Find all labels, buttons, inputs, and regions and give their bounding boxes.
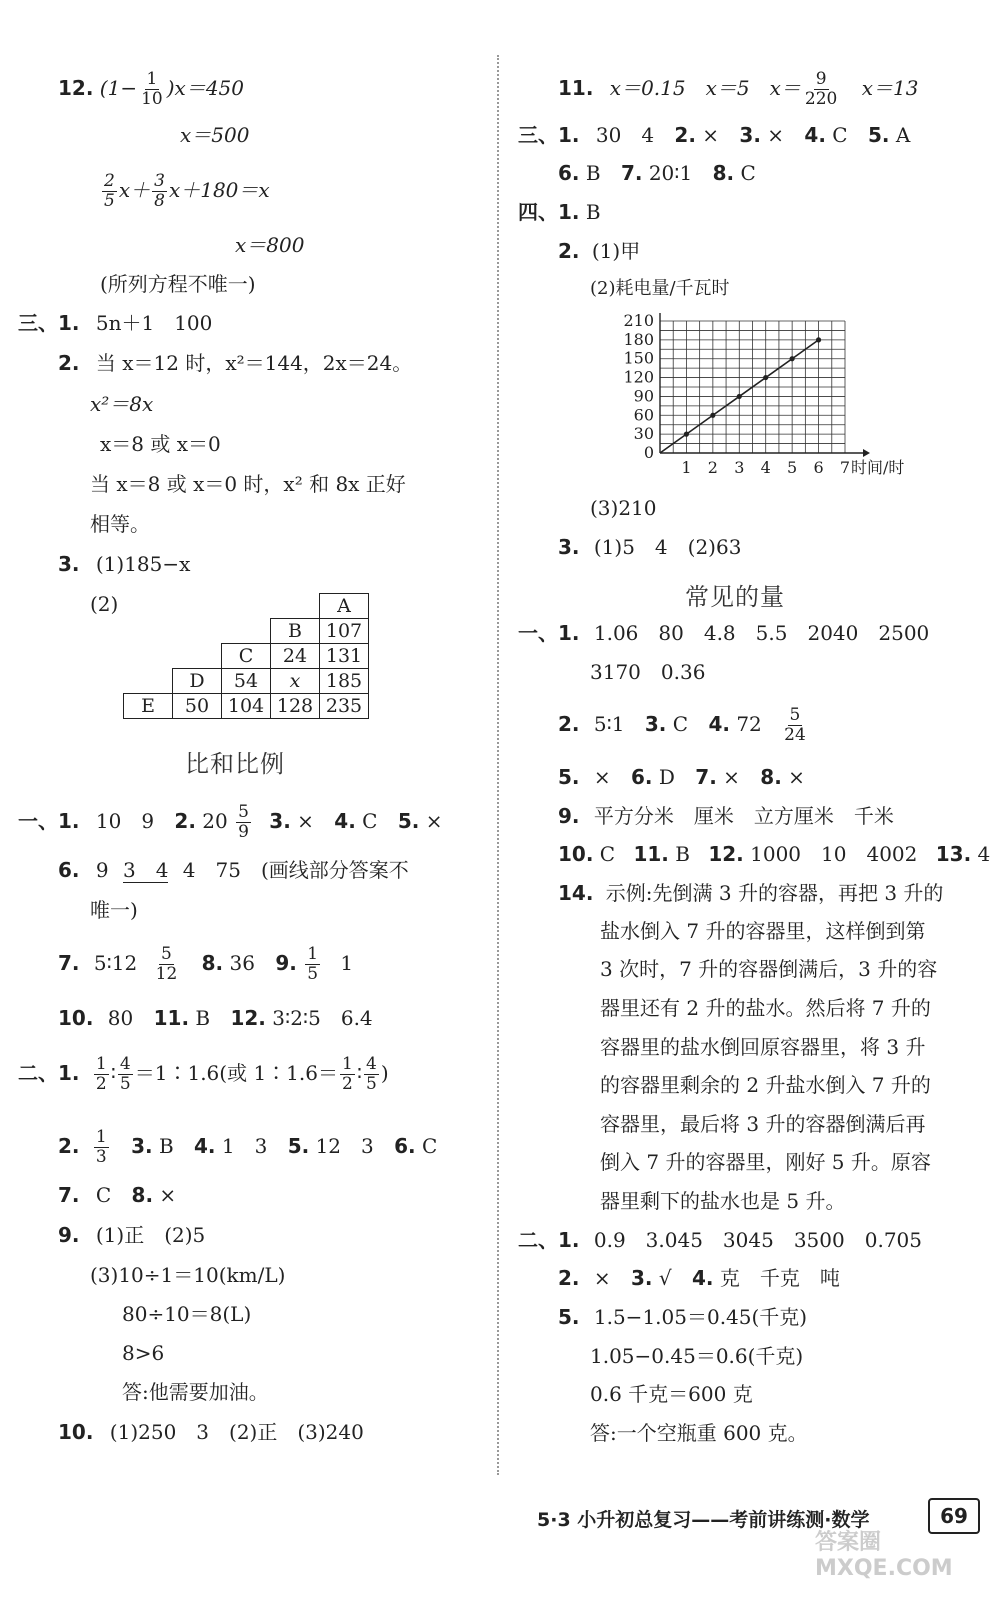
- q12-label: 12.: [58, 76, 94, 100]
- footer-text: 5·3 小升初总复习——考前讲练测·数学: [537, 1509, 870, 1531]
- s3-q3-line2: (2): [90, 592, 119, 616]
- s3-q2-line4: 当 x＝8 或 x＝0 时，x² 和 8x 正好: [90, 472, 406, 496]
- answer: ×: [702, 123, 720, 147]
- numerator: 9: [815, 69, 827, 89]
- numerator: 1: [95, 1127, 107, 1147]
- d-row1: [518, 1228, 922, 1252]
- c-row14-l1: [558, 881, 943, 905]
- q-label: 5.: [558, 765, 580, 789]
- answer: C: [599, 842, 616, 866]
- answer: ×: [297, 809, 314, 833]
- ratio2-row9d: 8>6: [122, 1341, 165, 1365]
- answer: 5n＋1 100: [95, 311, 213, 335]
- ratio2-row9b: (3)10÷1＝10(km/L): [90, 1263, 286, 1287]
- fraction: [154, 945, 180, 984]
- c-row14-l7: 容器里，最后将 3 升的容器倒满后再: [600, 1112, 926, 1136]
- answer: B: [195, 1006, 211, 1030]
- fraction: [803, 70, 839, 109]
- r-s3-row2: [558, 161, 756, 185]
- fraction: [94, 1055, 109, 1094]
- denominator: 9: [238, 822, 249, 842]
- q-label: 2.: [58, 1134, 80, 1158]
- answer: C: [421, 1134, 438, 1158]
- denominator: 3: [95, 1147, 107, 1167]
- x-tick-label: 5: [787, 458, 798, 477]
- ratio-row1: [18, 803, 442, 842]
- q-label: 10.: [58, 1420, 94, 1444]
- ratio2-row10: [58, 1420, 364, 1444]
- answer: 3∶2∶5 6.4: [272, 1006, 373, 1030]
- q-label: 5.: [397, 809, 420, 833]
- q-label: 7.: [58, 951, 80, 975]
- answer: 1: [340, 951, 354, 975]
- section-title-quantities: 常见的量: [685, 583, 785, 611]
- answer: B: [675, 842, 690, 866]
- watermark-logo: 答案圈 MXQE.COM: [815, 1530, 953, 1581]
- q-label: 11.: [633, 842, 669, 866]
- q-label: 2.: [58, 351, 80, 375]
- underlined-answer: 3 4: [122, 858, 169, 882]
- pyramid-cell: D: [173, 669, 222, 694]
- text: ＝1∶1.6(或 1∶1.6＝: [134, 1061, 338, 1085]
- q-label: 3.: [631, 1266, 653, 1290]
- q12-line1: [58, 70, 244, 109]
- x-tick-label: 3: [734, 458, 745, 477]
- numerator: 1: [307, 944, 319, 964]
- q-label: 2.: [174, 809, 196, 833]
- ratio-row6b: 唯一): [90, 898, 138, 922]
- q-label: 2.: [558, 712, 580, 736]
- answer: 80: [107, 1006, 134, 1030]
- fraction: [94, 1128, 109, 1167]
- pyramid-row: [124, 594, 369, 619]
- ratio-row10: [58, 1006, 373, 1030]
- fraction: [364, 1055, 379, 1094]
- answer: C: [95, 1183, 112, 1207]
- s3-q2-line5: 相等。: [90, 512, 150, 536]
- q12-line3: [100, 172, 270, 211]
- q-label: 5.: [287, 1134, 310, 1158]
- pyramid-row: [124, 644, 369, 669]
- denominator: 5: [104, 191, 115, 211]
- q-label: 7.: [620, 161, 643, 185]
- q-label: 3.: [58, 552, 80, 576]
- numerator: 1: [341, 1054, 353, 1074]
- q-label: 8.: [760, 765, 782, 789]
- q-label: 6.: [631, 765, 653, 789]
- c-row14-l4: 器里还有 2 升的盐水。然后将 7 升的: [600, 996, 931, 1020]
- numerator: 1: [146, 69, 158, 89]
- ratio2-row1: [18, 1055, 389, 1094]
- x-tick-label: 1: [681, 458, 692, 477]
- q12-text-b: )x＝450: [166, 76, 244, 100]
- q-label: 3.: [739, 123, 761, 147]
- y-tick-label: 180: [623, 329, 654, 349]
- fraction: [118, 1055, 133, 1094]
- q-label: 6.: [394, 1134, 416, 1158]
- answer: (1)185−x: [95, 552, 191, 576]
- q-label: 13.: [935, 842, 972, 866]
- q-label: 5.: [558, 1305, 580, 1329]
- c-row14-l6: 的容器里剩余的 2 升盐水倒入 7 升的: [600, 1073, 931, 1097]
- answer: 4: [977, 842, 991, 866]
- q-label: 3.: [644, 712, 667, 736]
- q12-note: (所列方程不唯一): [100, 272, 256, 296]
- y-tick-label: 0: [643, 443, 654, 462]
- colon: ∶: [110, 1061, 116, 1085]
- section-label: 一、1.: [518, 621, 580, 645]
- q12-line4: x＝800: [235, 233, 305, 257]
- answer: 30 4: [595, 123, 655, 147]
- answer: 1000 10 4002: [750, 842, 918, 866]
- column-divider: [497, 55, 499, 1475]
- section-label: 四、1.: [518, 200, 580, 224]
- fraction: [782, 706, 808, 745]
- answer: 9: [95, 858, 109, 882]
- pyramid-cell: 235: [320, 694, 369, 719]
- section-label: 二、1.: [18, 1061, 80, 1085]
- chart-ylabel: (2)耗电量/千瓦时: [590, 278, 730, 299]
- y-tick-label: 60: [633, 405, 654, 425]
- q-label: 8.: [131, 1183, 154, 1207]
- fraction: [102, 172, 117, 211]
- s3-q1: [18, 311, 212, 335]
- section-label: 一、1.: [18, 809, 80, 833]
- answer: 1 3: [221, 1134, 268, 1158]
- x-tick-label: 2: [707, 458, 718, 477]
- c-row14-l3: 3 次时，7 升的容器倒满后，3 升的容: [600, 957, 938, 981]
- q-label: 2.: [558, 239, 580, 263]
- answer: 1.5−1.05＝0.45(千克): [593, 1305, 808, 1329]
- pyramid-cell: 50: [173, 694, 222, 719]
- c-row1b: 3170 0.36: [590, 660, 706, 684]
- y-tick-label: 150: [623, 348, 654, 368]
- ratio2-row2: [58, 1128, 437, 1167]
- section-label: 三、1.: [518, 123, 580, 147]
- text: ): [380, 1061, 389, 1085]
- data-point: [684, 432, 689, 437]
- r-s4-row2c: (3)210: [590, 496, 657, 520]
- q-label: 11.: [558, 76, 594, 100]
- answer: 0.9 3.045 3045 3500 0.705: [593, 1228, 922, 1252]
- answer: ×: [425, 809, 443, 833]
- answer: ×: [159, 1183, 177, 1207]
- answer: 72: [736, 712, 762, 736]
- q-label: 5.: [867, 123, 890, 147]
- q-label: 3.: [269, 809, 291, 833]
- numerator: 3: [154, 171, 165, 191]
- answer: ×: [723, 765, 740, 789]
- pyramid-cell: E: [124, 694, 173, 719]
- denominator: 8: [154, 191, 165, 211]
- answer: 20: [202, 809, 228, 833]
- numerator: 5: [238, 802, 249, 822]
- fraction: [139, 70, 165, 109]
- q-label: 14.: [558, 881, 594, 905]
- answer: C: [832, 123, 848, 147]
- denominator: 5: [119, 1074, 131, 1094]
- y-tick-label: 210: [623, 311, 654, 330]
- c-row2: [558, 706, 810, 745]
- pyramid-row: [124, 619, 369, 644]
- answer: 示例:先倒满 3 升的容器，再把 3 升的: [605, 881, 944, 905]
- answer: (1)正 (2)5: [95, 1223, 206, 1247]
- pyramid-cell: x: [271, 669, 320, 694]
- c-row14-l9: 器里剩下的盐水也是 5 升。: [600, 1189, 846, 1213]
- answer: √: [658, 1266, 672, 1290]
- denominator: 5: [366, 1074, 377, 1094]
- r-s4-row1: [518, 200, 601, 224]
- y-tick-label: 120: [623, 367, 654, 387]
- answer: (1)甲: [591, 239, 641, 263]
- pyramid-cell: A: [320, 594, 369, 619]
- s3-q2-line1: [58, 351, 412, 375]
- answer: 1.06 80 4.8 5.5 2040 2500: [593, 621, 930, 645]
- q-label: 4.: [194, 1134, 216, 1158]
- q-label: 12.: [708, 842, 744, 866]
- c-row10: [558, 842, 990, 866]
- d-row5d: 答:一个空瓶重 600 克。: [590, 1421, 808, 1445]
- answer: x＝13: [861, 76, 919, 100]
- r-s4-row3: [558, 535, 741, 559]
- answer: 20∶1: [648, 161, 693, 185]
- section-label: 三、1.: [18, 311, 80, 335]
- q-label: 8.: [201, 951, 224, 975]
- answer: x＝0.15 x＝5 x＝: [609, 76, 801, 100]
- page-number: 69: [928, 1498, 980, 1534]
- answer: 当 x＝12 时，x²＝144，2x＝24。: [95, 351, 413, 375]
- q-label: 9.: [275, 951, 297, 975]
- pyramid-cell: 24: [271, 644, 320, 669]
- ratio2-row9e: 答:他需要加油。: [122, 1380, 269, 1404]
- q-label: 6.: [58, 858, 80, 882]
- fraction: [340, 1055, 355, 1094]
- answer: C: [740, 161, 756, 185]
- power-consumption-chart: [600, 305, 940, 480]
- pyramid-cell: C: [222, 644, 271, 669]
- y-tick-label: 30: [633, 424, 654, 444]
- fraction: [152, 172, 167, 211]
- data-point: [816, 337, 821, 342]
- pyramid-row: [124, 694, 369, 719]
- ratio2-row7: [58, 1183, 176, 1207]
- fraction: [236, 803, 251, 842]
- x-axis-arrow: [863, 449, 870, 457]
- q-label: 10.: [558, 842, 594, 866]
- denominator: 2: [341, 1074, 353, 1094]
- numerator: 4: [366, 1054, 377, 1074]
- text: x＋180＝x: [168, 178, 270, 202]
- c-row14-l5: 容器里的盐水倒回原容器里，将 3 升: [600, 1035, 926, 1059]
- r-s3-row1: [518, 123, 910, 147]
- d-row5c: 0.6 千克＝600 克: [590, 1382, 753, 1406]
- q12-text-a: (1−: [99, 76, 138, 100]
- answer: (1)5 4 (2)63: [593, 535, 742, 559]
- data-point: [710, 413, 715, 418]
- q-label: 11.: [153, 1006, 190, 1030]
- d-row5: [558, 1305, 807, 1329]
- c-row1: [518, 621, 929, 645]
- number-pyramid: [123, 593, 369, 719]
- denominator: 10: [141, 89, 163, 109]
- q11: [558, 70, 918, 109]
- x-axis-title: 时间/时: [851, 458, 905, 477]
- answer: 4 75 (画线部分答案不: [182, 858, 409, 882]
- q-label: 9.: [58, 1223, 80, 1247]
- q-label: 10.: [58, 1006, 94, 1030]
- colon: ∶: [356, 1061, 363, 1085]
- q-label: 3.: [558, 535, 580, 559]
- pyramid-cell: 131: [320, 644, 369, 669]
- q-label: 9.: [558, 804, 580, 828]
- q-label: 2.: [558, 1266, 580, 1290]
- y-tick-label: 90: [633, 386, 654, 406]
- section-label: 二、1.: [518, 1228, 580, 1252]
- d-row2: [558, 1266, 840, 1290]
- section-title-ratio: 比和比例: [185, 750, 285, 778]
- answer: ×: [593, 765, 611, 789]
- c-row14-l2: 盐水倒入 7 升的容器里，这样倒到第: [600, 919, 926, 943]
- answer: 平方分米 厘米 立方厘米 千米: [593, 804, 894, 828]
- pyramid-cell: 128: [271, 694, 320, 719]
- denominator: 2: [95, 1074, 107, 1094]
- q-label: 4.: [804, 123, 826, 147]
- c-row9: [558, 804, 894, 828]
- c-row14-l8: 倒入 7 升的容器里，刚好 5 升。原容: [600, 1150, 931, 1174]
- ratio-row6: [58, 858, 409, 882]
- data-point: [790, 356, 795, 361]
- denominator: 5: [307, 964, 319, 984]
- pyramid-cell: 54: [222, 669, 271, 694]
- ratio2-row9: [58, 1223, 205, 1247]
- ratio2-row9c: 80÷10＝8(L): [122, 1302, 252, 1326]
- x-tick-label: 7: [839, 458, 851, 477]
- q-label: 4.: [691, 1266, 714, 1290]
- answer: B: [585, 200, 601, 224]
- answer: 10 9: [95, 809, 155, 833]
- numerator: 2: [104, 171, 115, 191]
- answer: C: [362, 809, 378, 833]
- answer: 5∶12: [93, 951, 138, 975]
- numerator: 1: [95, 1054, 107, 1074]
- q-label: 4.: [708, 712, 730, 736]
- pyramid-cell: 185: [320, 669, 369, 694]
- q-label: 12.: [230, 1006, 266, 1030]
- numerator: 4: [119, 1054, 131, 1074]
- x-tick-label: 4: [760, 458, 771, 477]
- data-point: [763, 375, 768, 380]
- fraction: [305, 945, 320, 984]
- q-label: 6.: [558, 161, 580, 185]
- c-row5: [558, 765, 805, 789]
- s3-q2-line2: x²＝8x: [90, 392, 154, 416]
- answer: A: [895, 123, 911, 147]
- answer: 克 千克 吨: [719, 1266, 840, 1290]
- text: x＋: [118, 178, 151, 202]
- pyramid-cell: B: [271, 619, 320, 644]
- q-label: 7.: [58, 1183, 80, 1207]
- d-row5b: 1.05−0.45＝0.6(千克): [590, 1344, 804, 1368]
- pyramid-cell: 104: [222, 694, 271, 719]
- q-label: 7.: [695, 765, 717, 789]
- pyramid-row: [124, 669, 369, 694]
- numerator: 5: [789, 705, 801, 725]
- q-label: 4.: [334, 809, 356, 833]
- ratio-row7: [58, 945, 353, 984]
- q-label: 2.: [674, 123, 696, 147]
- answer: D: [658, 765, 675, 789]
- answer: ×: [788, 765, 805, 789]
- answer: C: [672, 712, 689, 736]
- q12-line2: x＝500: [180, 123, 250, 147]
- answer: (1)250 3 (2)正 (3)240: [109, 1420, 364, 1444]
- answer: B: [585, 161, 601, 185]
- answer: 12 3: [315, 1134, 374, 1158]
- denominator: 24: [784, 725, 806, 745]
- answer: 36: [229, 951, 255, 975]
- denominator: 220: [804, 89, 838, 109]
- pyramid-cell: 107: [320, 619, 369, 644]
- answer: B: [158, 1134, 174, 1158]
- s3-q2-line3: x＝8 或 x＝0: [100, 432, 221, 456]
- numerator: 5: [161, 944, 172, 964]
- r-s4-row2: [558, 239, 640, 263]
- answer: 5∶1: [593, 712, 625, 736]
- data-point: [737, 394, 742, 399]
- q-label: 3.: [131, 1134, 153, 1158]
- answer: ×: [767, 123, 785, 147]
- q-label: 8.: [712, 161, 735, 185]
- answer: ×: [593, 1266, 611, 1290]
- x-tick-label: 6: [813, 458, 824, 477]
- s3-q3-line1: [58, 552, 190, 576]
- denominator: 12: [155, 964, 178, 984]
